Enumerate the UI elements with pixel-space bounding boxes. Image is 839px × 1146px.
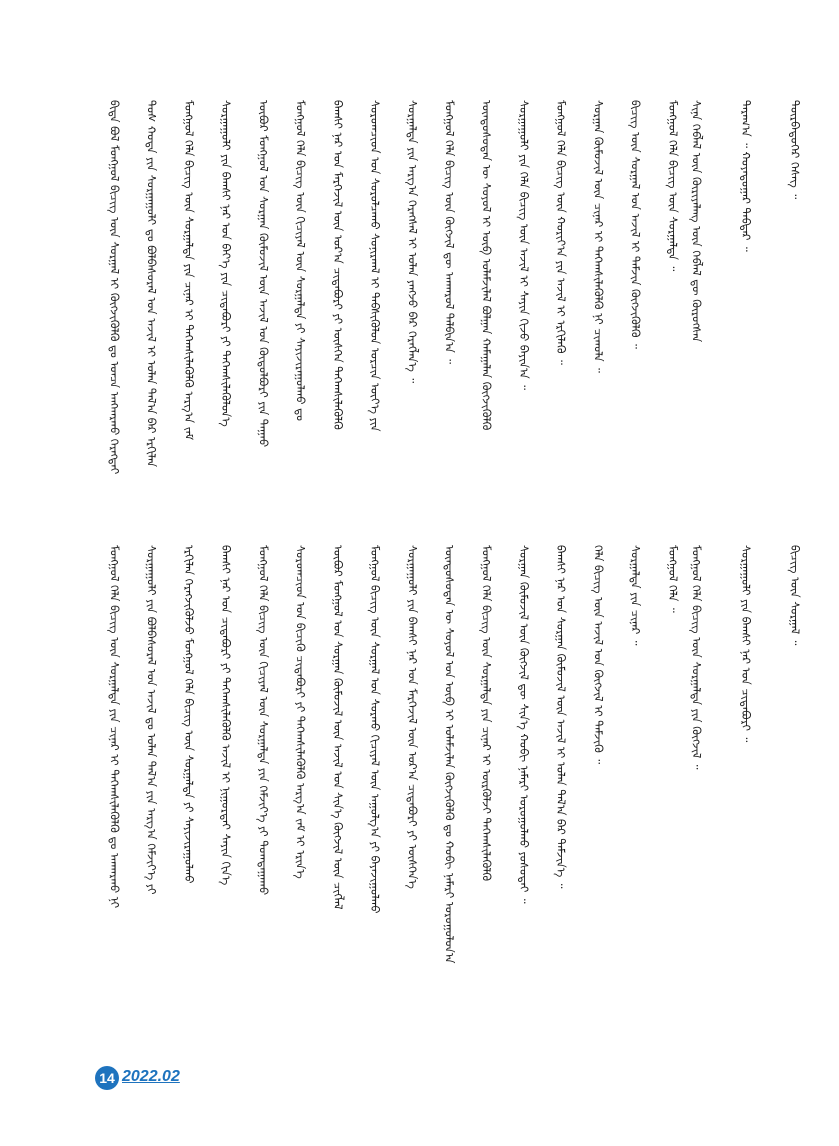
text-column: ᠡᠷᠬᠢᠯᠡᠨ ᠬᠡᠷᠡᠭᠵᠢᠭᠦᠯᠵᠦ ᠮᠣᠩᠭᠣᠯ ᠬᠡᠯᠡ ᠪᠢᠴᠢᠭ ᠦᠨ ᠰᠤᠷᠭᠠᠯᠲᠠ ᠶᠢ ᠰᠠᠶᠢᠵᠢᠷᠠᠭᠤᠯᠬᠤ [181,545,196,884]
text-column: ᠥᠪᠥᠷ ᠮᠣᠩᠭᠣᠯ ᠤᠨ ᠰᠤᠷᠭᠠᠨ ᠬᠦᠮᠦᠵᠢᠯ ᠦᠨ ᠠᠵᠢᠯ ᠤᠨ ᠬᠥᠲᠥᠯᠪᠦᠷᠢ ᠶᠢᠨ ᠳᠠᠭᠠᠤ [256,100,271,447]
text-column: ᠰᠤᠷᠭᠠᠭᠤᠯᠢ ᠶᠢᠨ ᠬᠡᠯᠡ ᠪᠢᠴᠢᠭ ᠦᠨ ᠠᠵᠢᠯ ᠢ ᠰᠠᠶᠢᠨ ᠬᠢᠵᠦ ᠪᠠᠶᠢᠨ᠎ᠠ ᠃ [516,100,531,390]
text-column: ᠰᠤᠷᠭᠠᠭᠤᠯᠢ ᠶᠢᠨ ᠪᠠᠭᠰᠢ ᠨᠠᠷ ᠤᠨ ᠪᠡᠶ᠎ᠡ ᠶᠢᠨ ᠴᠢᠳᠠᠪᠤᠷᠢ ᠶᠢ ᠳᠡᠭᠡᠭ᠍ᠰᠢᠯᠡᠭᠦᠯᠦᠨ᠎ᠡ [219,100,234,427]
text-column: ᠰᠤᠷᠭᠠᠭᠤᠯᠢ ᠶᠢᠨ ᠪᠠᠭᠰᠢ ᠨᠠᠷ ᠤᠨ ᠴᠢᠳᠠᠪᠤᠷᠢ ᠃ [738,545,753,743]
text-column: ᠰᠤᠷᠤᠭᠴᠢᠳ ᠤᠨ ᠪᠢᠴᠢᠬᠦ ᠴᠢᠳᠠᠪᠤᠷᠢ ᠶᠢ ᠳᠡᠭᠡᠭ᠍ᠰᠢᠯᠡᠭᠦᠯᠬᠦ ᠠᠷᠭ᠎ᠠ ᠵᠠᠮ ᠢ ᠡᠷᠢᠨ᠎ᠡ [293,545,308,879]
top-citation-block [690,100,800,400]
text-column: ᠰᠤᠷᠭᠠᠨ ᠬᠦᠮᠦᠵᠢᠯ ᠦᠨ ᠬᠥᠭᠵᠢᠯ ᠳᠦ ᠰᠢᠨ᠎ᠡ ᠬᠤᠪᠢ ᠨᠡᠮᠡᠷᠢ ᠣᠷᠤᠭᠤᠯᠬᠤ ᠶᠤᠰᠤᠲᠠᠢ ᠃ [516,545,531,904]
text-column: ᠰᠤᠷᠭᠠᠭᠤᠯᠢ ᠶᠢᠨ ᠪᠠᠭᠰᠢ ᠨᠠᠷ ᠤᠨ ᠮᠡᠷᠭᠡᠵᠢᠯ ᠦᠨ ᠤᠷ᠎ᠠ ᠴᠢᠳᠠᠪᠤᠷᠢ ᠶᠢ ᠥᠰᠬᠡᠨ᠎ᠡ [405,545,420,889]
text-column: ᠮᠣᠩᠭᠣᠯ ᠬᠡᠯᠡ ᠪᠢᠴᠢᠭ ᠦᠨ ᠬᠥᠭᠵᠢᠯ ᠳᠦ ᠠᠨᠬᠠᠷᠤᠯ ᠲᠠᠯᠪᠢᠨ᠎ᠠ ᠃ [442,100,457,364]
text-column: ᠮᠣᠩᠭᠣᠯ ᠪᠢᠴᠢᠭ ᠦᠨ ᠰᠤᠷᠭᠠᠯ ᠤᠨ ᠰᠤᠷᠬᠤ ᠬᠢᠴᠢᠶᠡᠯ ᠦᠨ ᠠᠭᠤᠯᠭ᠎ᠠ ᠶᠢ ᠪᠠᠶᠠᠵᠢᠭᠤᠯᠬᠤ [368,545,383,914]
text-column: ᠪᠢᠴᠢᠭ ᠦᠨ ᠰᠤᠷᠭᠠᠯ ᠃ [788,545,802,646]
text-column: ᠰᠢᠨᠡ ᠬᠡᠪᠯᠡᠯ ᠦᠨ ᠬᠦᠷᠢᠶᠡᠯᠡᠩ ᠦᠨ ᠬᠡᠪᠯᠡᠯ ᠳᠦ ᠬᠦᠷᠦᠭᠰᠡᠨ [689,100,704,343]
text-column: ᠲᠤᠰ ᠬᠣᠲᠠ ᠶᠢᠨ ᠰᠤᠷᠭᠠᠭᠤᠯᠢ ᠳᠤ ᠪᠣᠯᠪᠠᠰᠤᠷᠠᠯ ᠤᠨ ᠠᠵᠢᠯ ᠢ ᠣᠯᠠᠨ ᠲᠠᠯ᠎ᠠ ᠪᠠᠷ ᠡᠷᠬᠢᠯᠡᠨ [144,100,159,468]
text-column: ᠳᠠᠷᠠᠭ᠎ᠠ ᠃ ᠬᠣᠶᠠᠳᠤᠭᠠᠷ ᠳᠡᠪᠲᠡᠷ ᠃ [738,100,753,252]
issue-label: 2022.02 [122,1068,180,1085]
text-column: ᠪᠠᠭᠰᠢ ᠨᠠᠷ ᠤᠨ ᠮᠡᠷᠭᠡᠵᠢᠯ ᠦᠨ ᠤᠷ᠎ᠠ ᠴᠢᠳᠠᠪᠤᠷᠢ ᠶᠢ ᠥᠰᠬᠡᠨ ᠳᠡᠭᠡᠭ᠍ᠰᠢᠯᠡᠭᠦᠯᠬᠦ [330,100,345,430]
text-column: ᠮᠣᠩᠭᠣᠯ ᠬᠡᠯᠡ ᠪᠢᠴᠢᠭ ᠦᠨ ᠰᠤᠷᠭᠠᠯᠲᠠ ᠶᠢᠨ ᠬᠥᠭᠵᠢᠯ ᠃ [689,545,704,770]
text-column: ᠦᠨᠳᠦᠰᠦᠲᠡᠨ ᠦ ᠰᠣᠶᠣᠯ ᠢ ᠥᠪ ᠤᠯᠠᠮᠵᠢᠯᠠᠯ ᠪᠣᠯᠭᠠᠨ ᠬᠠᠮᠠᠭᠠᠯᠠᠨ ᠬᠥᠭᠵᠢᠭᠦᠯᠬᠦ [479,100,494,431]
text-column: ᠮᠣᠩᠭᠣᠯ ᠬᠡᠯᠡ ᠪᠢᠴᠢᠭ ᠦᠨ ᠰᠤᠷᠭᠠᠯᠲᠠ ᠃ [665,100,680,272]
text-column: ᠮᠣᠩᠭᠣᠯ ᠬᠡᠯᠡ ᠪᠢᠴᠢᠭ ᠦᠨ ᠬᠢᠴᠢᠶᠡᠯ ᠦᠨ ᠰᠤᠷᠭᠠᠯᠲᠠ ᠶᠢ ᠰᠠᠶᠢᠵᠢᠷᠠᠭᠤᠯᠬᠤ ᠳᠤ [293,100,308,421]
text-column: ᠥᠪᠥᠷ ᠮᠣᠩᠭᠣᠯ ᠤᠨ ᠰᠤᠷᠭᠠᠨ ᠬᠦᠮᠦᠵᠢᠯ ᠦᠨ ᠠᠵᠢᠯ ᠤᠨ ᠰᠢᠨ᠎ᠡ ᠬᠥᠭᠵᠢᠯ ᠦᠨ ᠴᠢᠭᠯᠡᠯ [330,545,345,910]
text-column: ᠰᠤᠷᠭᠠᠯᠲᠠ ᠶᠢᠨ ᠴᠢᠨᠠᠷ ᠃ [628,545,643,646]
page-number-badge: 14 [95,1066,119,1090]
text-column: ᠪᠢᠳᠡ ᠪᠣᠯ ᠮᠣᠩᠭᠣᠯ ᠪᠢᠴᠢᠭ ᠦᠨ ᠰᠤᠷᠭᠠᠯ ᠢ ᠬᠥᠭᠵᠢᠭᠦᠯᠬᠦ ᠳᠤ ᠣᠨᠴᠠ ᠠᠩᠬᠠᠷᠬᠤ ᠬᠡᠷᠡᠭᠲᠡᠢ [107,100,122,475]
text-column: ᠮᠣᠩᠭᠣᠯ ᠬᠡᠯᠡ ᠪᠢᠴᠢᠭ ᠦᠨ ᠰᠤᠷᠭᠠᠯᠲᠠ ᠶᠢᠨ ᠴᠢᠨᠠᠷ ᠢ ᠳᠡᠭᠡᠭ᠍ᠰᠢᠯᠡᠭᠦᠯᠬᠦ ᠠᠷᠭ᠎ᠠ ᠵᠠᠮ [181,100,196,441]
text-column: ᠬᠡᠯᠡ ᠪᠢᠴᠢᠭ ᠦᠨ ᠠᠵᠢᠯ ᠤᠨ ᠬᠥᠭᠵᠢᠯ ᠢ ᠳᠡᠮᠵᠢᠬᠦ ᠃ [591,545,606,765]
text-column: ᠮᠣᠩᠭᠣᠯ ᠬᠡᠯᠡ ᠃ [665,545,680,613]
text-column: ᠳᠦᠷᠪᠡᠳᠦᠭᠡᠷ ᠬᠡᠰᠡᠭ ᠃ [788,100,802,200]
text-column: ᠪᠢᠴᠢᠭ ᠦᠨ ᠰᠤᠷᠭᠠᠯ ᠤᠨ ᠠᠵᠢᠯ ᠢ ᠳᠡᠮᠵᠢᠨ ᠬᠥᠭᠵᠢᠭᠦᠯᠬᠦ ᠃ [628,100,643,349]
text-column: ᠮᠣᠩᠭᠣᠯ ᠬᠡᠯᠡ ᠪᠢᠴᠢᠭ ᠦᠨ ᠰᠤᠷᠭᠠᠯᠲᠠ ᠶᠢᠨ ᠴᠢᠨᠠᠷ ᠢ ᠳᠡᠭᠡᠭ᠍ᠰᠢᠯᠡᠭᠦᠯᠬᠦ ᠳᠤ ᠠᠨᠬᠠᠷᠬᠤ ᠨᠢ [107,545,122,909]
text-column: ᠦᠨᠳᠦᠰᠦᠲᠡᠨ ᠦ ᠰᠣᠶᠣᠯ ᠤᠨ ᠥᠪ ᠢ ᠤᠯᠠᠮᠵᠢᠯᠠᠨ ᠬᠥᠭᠵᠢᠭᠦᠯᠬᠦ ᠳᠤ ᠬᠤᠪᠢ ᠨᠡᠮᠡᠷᠢ ᠣᠷᠤᠭᠤᠯᠤᠨ᠎ᠠ [442,545,457,964]
text-column: ᠰᠤᠷᠤᠭᠴᠢᠳ ᠤᠨ ᠰᠤᠷᠤᠯᠴᠠᠬᠤ ᠰᠣᠨᠢᠷᠬᠠᠯ ᠢ ᠳᠡᠪᠰᠢᠭᠦᠯᠦᠨ ᠣᠷᠴᠢᠨ ᠦᠶ᠎ᠡ ᠶᠢᠨ [368,100,383,432]
bottom-right-text-block [690,545,800,1035]
text-column: ᠰᠤᠷᠭᠠᠨ ᠬᠦᠮᠦᠵᠢᠯ ᠦᠨ ᠴᠢᠨᠠᠷ ᠢ ᠳᠡᠭᠡᠭ᠍ᠰᠢᠯᠡᠭᠦᠯᠬᠦ ᠨᠢ ᠴᠢᠬᠤᠯᠠ ᠃ [591,100,606,373]
top-text-block [108,100,678,500]
text-column: ᠮᠣᠩᠭᠣᠯ ᠬᠡᠯᠡ ᠪᠢᠴᠢᠭ ᠦᠨ ᠰᠤᠷᠭᠠᠯᠲᠠ ᠶᠢᠨ ᠴᠢᠨᠠᠷ ᠢ ᠦᠷᠭᠦᠯᠵᠢ ᠳᠡᠭᠡᠭ᠍ᠰᠢᠯᠡᠭᠦᠯᠬᠦ [479,545,494,882]
text-column: ᠪᠠᠭᠰᠢ ᠨᠠᠷ ᠤᠨ ᠴᠢᠳᠠᠪᠤᠷᠢ ᠶᠢ ᠳᠡᠭᠡᠭ᠍ᠰᠢᠯᠡᠭᠦᠯᠬᠦ ᠠᠵᠢᠯ ᠢ ᠨᠢᠭᠤᠷᠲᠠᠢ ᠰᠠᠶᠢᠨ ᠬᠢᠨ᠎ᠡ [219,545,234,886]
text-column: ᠮᠣᠩᠭᠣᠯ ᠬᠡᠯᠡ ᠪᠢᠴᠢᠭ ᠦᠨ ᠬᠣᠷᠢᠶ᠎ᠠ ᠶᠢᠨ ᠠᠵᠢᠯ ᠢ ᠡᠷᠬᠢᠯᠡᠬᠦ ᠃ [554,100,569,365]
bottom-text-block [108,545,678,1035]
text-column: ᠮᠣᠩᠭᠣᠯ ᠬᠡᠯᠡ ᠪᠢᠴᠢᠭ ᠦᠨ ᠬᠢᠴᠢᠶᠡᠯ ᠦᠨ ᠰᠤᠷᠭᠠᠯᠲᠠ ᠶᠢᠨ ᠬᠡᠮᠵᠢᠶ᠎ᠡ ᠶᠢ ᠲᠣᠭᠲᠠᠭᠠᠬᠤ [256,545,271,896]
text-column: ᠪᠠᠭᠰᠢ ᠨᠠᠷ ᠤᠨ ᠰᠤᠷᠭᠠᠨ ᠬᠦᠮᠦᠵᠢᠯ ᠦᠨ ᠠᠵᠢᠯ ᠢ ᠣᠯᠠᠨ ᠲᠠᠯ᠎ᠠ ᠪᠠᠷ ᠳᠡᠮᠵᠢᠨ᠎ᠡ ᠃ [554,545,569,889]
text-column: ᠰᠤᠷᠭᠠᠯᠲᠠ ᠶᠢᠨ ᠠᠷᠭ᠎ᠠ ᠬᠡᠷᠡᠭᠰᠡᠯ ᠢ ᠣᠯᠠᠨ ᠶᠠᠩᠵᠤ ᠪᠠᠷ ᠬᠡᠷᠡᠭᠯᠡᠨ᠎ᠡ ᠃ [405,100,420,384]
text-column: ᠰᠤᠷᠭᠠᠭᠤᠯᠢ ᠶᠢᠨ ᠪᠣᠯᠪᠠᠰᠤᠷᠠᠯ ᠤᠨ ᠠᠵᠢᠯ ᠳᠤ ᠣᠯᠠᠨ ᠲᠠᠯ᠎ᠠ ᠶᠢᠨ ᠠᠷᠭ᠎ᠠ ᠬᠡᠮᠵᠢᠶ᠎ᠡ ᠶᠢ [144,545,159,895]
